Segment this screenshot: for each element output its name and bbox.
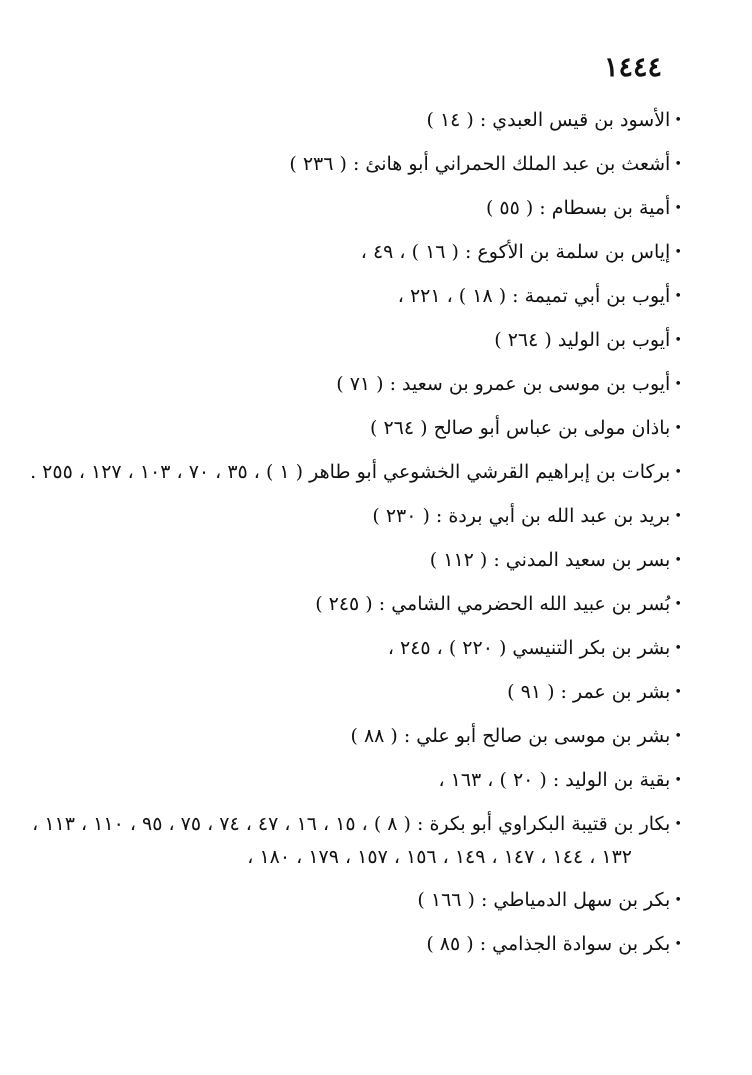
entry-text: بركات بن إبراهيم القرشي الخشوعي أبو طاهر ( ١ ) ، ٣٥ ، ٧٠ ، ١٠٣ ، ١٢٧ ، ٢٥٥ .: [30, 461, 671, 483]
entry-text: بشر بن عمر : ( ٩١ ): [507, 681, 671, 703]
index-entry: [32, 195, 682, 222]
bullet-icon: •: [674, 773, 682, 788]
bullet-icon: •: [674, 553, 682, 568]
bullet-icon: •: [674, 421, 682, 436]
index-entry: [32, 327, 682, 354]
entry-text: أشعث بن عبد الملك الحمراني أبو هانئ : ( ٢٣٦ ): [289, 153, 671, 175]
entry-text: بكر بن سوادة الجذامي : ( ٨٥ ): [426, 933, 671, 955]
index-entry: [32, 591, 682, 618]
entry-text: إياس بن سلمة بن الأكوع : ( ١٦ ) ، ٤٩ ،: [360, 241, 671, 263]
bullet-icon: •: [674, 685, 682, 700]
entry-text: باذان مولى بن عباس أبو صالح ( ٢٦٤ ): [370, 417, 671, 439]
bullet-icon: •: [674, 465, 682, 480]
index-entry: [32, 547, 682, 574]
index-entry: [32, 887, 682, 914]
entry-text: بشر بن بكر التنيسي ( ٢٢٠ ) ، ٢٤٥ ،: [387, 637, 671, 659]
bullet-icon: •: [674, 289, 682, 304]
entry-text: أيوب بن أبي تميمة : ( ١٨ ) ، ٢٢١ ،: [397, 285, 671, 307]
entry-text: أيوب بن موسى بن عمرو بن سعيد : ( ٧١ ): [336, 373, 671, 395]
bullet-icon: •: [674, 201, 682, 216]
index-entry: [32, 371, 682, 398]
bullet-icon: •: [674, 817, 682, 832]
entry-text: بشر بن موسى بن صالح أبو علي : ( ٨٨ ): [350, 725, 671, 747]
entry-text: بقية بن الوليد : ( ٢٠ ) ، ١٦٣ ،: [438, 769, 671, 791]
entry-text: بكار بن قتيبة البكراوي أبو بكرة : ( ٨ ) ، ١٥ ، ١٦ ، ٤٧ ، ٧٤ ، ٧٥ ، ٩٥ ، ١١٠ ، ١١٣ ،: [32, 813, 671, 835]
entry-continuation: ١٣٢ ، ١٤٤ ، ١٤٧ ، ١٤٩ ، ١٥٦ ، ١٥٧ ، ١٧٩ ، ١٨٠ ،: [247, 846, 632, 868]
index-entry: [32, 679, 682, 706]
entry-text: بسر بن سعيد المدني : ( ١١٢ ): [429, 549, 671, 571]
index-entry: [32, 503, 682, 530]
bullet-icon: •: [674, 893, 682, 908]
bullet-icon: •: [674, 245, 682, 260]
bullet-icon: •: [674, 113, 682, 128]
index-entry: [32, 283, 682, 310]
bullet-icon: •: [674, 641, 682, 656]
index-entry: [32, 767, 682, 794]
index-entry: [32, 459, 682, 486]
entry-text: بُسر بن عبيد الله الحضرمي الشامي : ( ٢٤٥ ): [315, 593, 671, 615]
bullet-icon: •: [674, 377, 682, 392]
index-entry: [32, 635, 682, 662]
entry-text: أمية بن بسطام : ( ٥٥ ): [485, 197, 671, 219]
index-entry: [32, 107, 682, 134]
bullet-icon: •: [674, 333, 682, 348]
entry-text: بريد بن عبد الله بن أبي بردة : ( ٢٣٠ ): [372, 505, 671, 527]
index-entry: [32, 931, 682, 958]
index-entry: [32, 151, 682, 178]
bullet-icon: •: [674, 597, 682, 612]
page-number: ١٤٤٤: [603, 52, 662, 83]
entry-text: بكر بن سهل الدمياطي : ( ١٦٦ ): [417, 889, 671, 911]
bullet-icon: •: [674, 937, 682, 952]
index-entry: [32, 811, 682, 870]
index-entries: [32, 107, 682, 975]
entry-text: الأسود بن قيس العبدي : ( ١٤ ): [426, 109, 671, 131]
index-entry: [32, 415, 682, 442]
index-entry: [32, 723, 682, 750]
bullet-icon: •: [674, 729, 682, 744]
bullet-icon: •: [674, 509, 682, 524]
entry-text: أيوب بن الوليد ( ٢٦٤ ): [494, 329, 671, 351]
index-entry: [32, 239, 682, 266]
bullet-icon: •: [674, 157, 682, 172]
